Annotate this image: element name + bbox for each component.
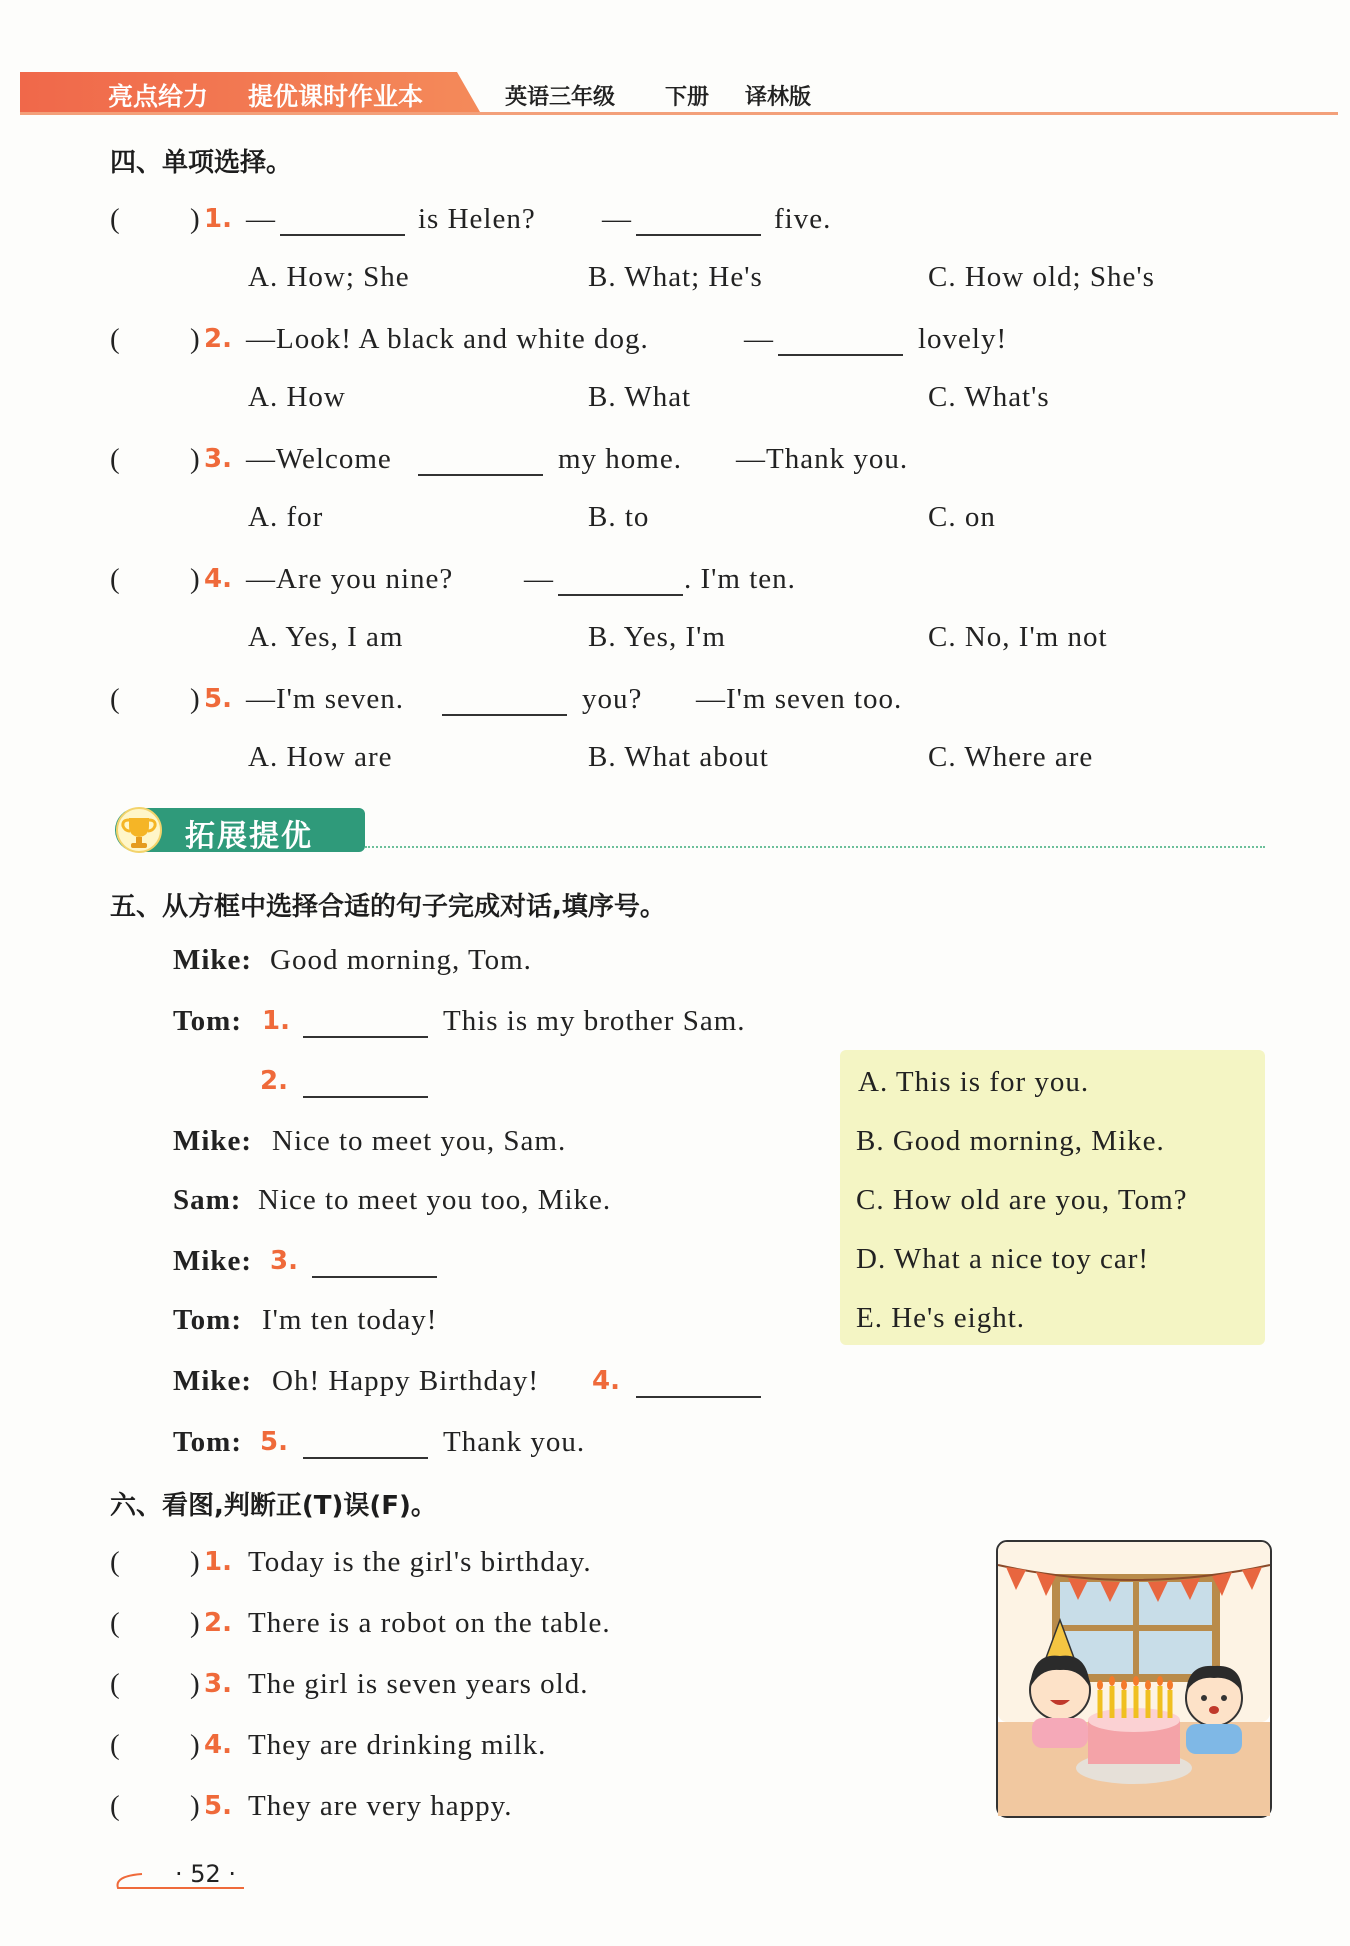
speaker-label: Mike: [173,944,253,976]
option-a: A. How; She [248,261,410,293]
answer-blank[interactable] [418,452,543,476]
answer-paren-open: ( [110,443,121,475]
question-text: —I'm seven too. [696,683,903,715]
item-number: 4. [204,1730,232,1760]
answer-paren-close[interactable]: ) [190,443,201,475]
answer-paren-open: ( [110,1729,121,1761]
answer-blank[interactable] [636,1374,761,1398]
answer-paren-open: ( [110,683,121,715]
option-b: B. What about [588,741,769,773]
birthday-party-illustration [996,1540,1272,1818]
option-b: B. What; He's [588,261,763,293]
item-number: 3. [204,1669,232,1699]
choice-c: C. How old are you, Tom? [856,1184,1188,1216]
statement-text: The girl is seven years old. [248,1668,589,1700]
answer-paren-close[interactable]: ) [190,1668,201,1700]
question-text: . I'm ten. [684,563,796,595]
speaker-label: Tom: [173,1005,242,1037]
statement-text: They are drinking milk. [248,1729,547,1761]
blank-number: 1. [262,1006,290,1036]
brand-series: 提优课时作业本 [248,82,424,111]
answer-paren-open: ( [110,203,121,235]
item-number: 2. [204,1608,232,1638]
speaker-label: Tom: [173,1426,242,1458]
dialogue-text: Thank you. [443,1426,586,1458]
item-number: 1. [204,1547,232,1577]
answer-paren-open: ( [110,1546,121,1578]
question-text: lovely! [918,323,1008,355]
question-text: —Welcome [246,443,392,475]
item-number: 5. [204,1791,232,1821]
answer-paren-open: ( [110,323,121,355]
question-text: you? [582,683,643,715]
speaker-label: Mike: [173,1245,253,1277]
question-number: 4. [204,564,232,594]
answer-paren-close[interactable]: ) [190,1729,201,1761]
question-text: —Are you nine? [246,563,454,595]
question-text: — [602,203,632,235]
option-c: C. What's [928,381,1050,413]
extend-title: 拓展提优 [185,819,313,854]
statement-text: There is a robot on the table. [248,1607,611,1639]
choice-b: B. Good morning, Mike. [856,1125,1165,1157]
question-text: —Thank you. [736,443,909,475]
question-number: 2. [204,324,232,354]
section-5-title: 五、从方框中选择合适的句子完成对话,填序号。 [110,892,666,922]
blank-number: 4. [592,1366,620,1396]
statement-text: Today is the girl's birthday. [248,1546,592,1578]
answer-blank[interactable] [312,1254,437,1278]
answer-paren-close[interactable]: ) [190,203,201,235]
answer-paren-open: ( [110,1607,121,1639]
answer-paren-open: ( [110,1790,121,1822]
dialogue-text: Oh! Happy Birthday! [272,1365,540,1397]
answer-blank[interactable] [280,212,405,236]
subject-label: 英语三年级 [505,85,616,110]
option-a: A. How are [248,741,393,773]
answer-paren-close[interactable]: ) [190,1546,201,1578]
answer-blank[interactable] [303,1074,428,1098]
dialogue-text: This is my brother Sam. [443,1005,746,1037]
trophy-icon [113,806,165,854]
answer-blank[interactable] [303,1435,428,1459]
volume-label: 下册 [665,85,710,110]
option-a: A. for [248,501,324,533]
choice-e: E. He's eight. [856,1302,1026,1334]
dialogue-text: I'm ten today! [262,1304,438,1336]
blank-number: 5. [260,1427,288,1457]
answer-paren-open: ( [110,563,121,595]
answer-blank[interactable] [636,212,761,236]
option-c: C. Where are [928,741,1094,773]
option-c: C. on [928,501,996,533]
answer-blank[interactable] [442,692,567,716]
answer-paren-close[interactable]: ) [190,1607,201,1639]
choice-d: D. What a nice toy car! [856,1243,1150,1275]
option-c: C. No, I'm not [928,621,1108,653]
dialogue-text: Nice to meet you, Sam. [272,1125,567,1157]
page-number: · 52 · [175,1860,237,1888]
speaker-label: Sam: [173,1184,242,1216]
question-text: —I'm seven. [246,683,404,715]
blank-number: 3. [270,1246,298,1276]
speaker-label: Mike: [173,1365,253,1397]
choice-a: A. This is for you. [858,1066,1090,1098]
answer-paren-close[interactable]: ) [190,1790,201,1822]
question-text: — [744,323,774,355]
edition-label: 译林版 [745,85,812,110]
question-number: 3. [204,444,232,474]
section-4-title: 四、单项选择。 [110,148,293,178]
answer-paren-open: ( [110,1668,121,1700]
question-number: 1. [204,204,232,234]
answer-blank[interactable] [558,572,683,596]
answer-blank[interactable] [303,1014,428,1038]
option-c: C. How old; She's [928,261,1155,293]
option-b: B. What [588,381,692,413]
question-number: 5. [204,684,232,714]
dialogue-text: Good morning, Tom. [270,944,532,976]
question-text: is Helen? [418,203,536,235]
blank-number: 2. [260,1066,288,1096]
dialogue-text: Nice to meet you too, Mike. [258,1184,612,1216]
question-text: — [524,563,554,595]
option-b: B. Yes, I'm [588,621,726,653]
question-text: — [246,203,276,235]
section-6-title: 六、看图,判断正(T)误(F)。 [110,1491,437,1521]
option-a: A. Yes, I am [248,621,404,653]
answer-paren-close[interactable]: ) [190,563,201,595]
brand-name: 亮点给力 [108,82,209,111]
answer-paren-close[interactable]: ) [190,323,201,355]
header-rule [20,112,1338,115]
option-b: B. to [588,501,650,533]
option-a: A. How [248,381,346,413]
question-text: five. [774,203,832,235]
question-text: —Look! A black and white dog. [246,323,649,355]
answer-paren-close[interactable]: ) [190,683,201,715]
extend-divider [365,846,1265,848]
speaker-label: Mike: [173,1125,253,1157]
answer-blank[interactable] [778,332,903,356]
statement-text: They are very happy. [248,1790,513,1822]
question-text: my home. [558,443,682,475]
speaker-label: Tom: [173,1304,242,1336]
